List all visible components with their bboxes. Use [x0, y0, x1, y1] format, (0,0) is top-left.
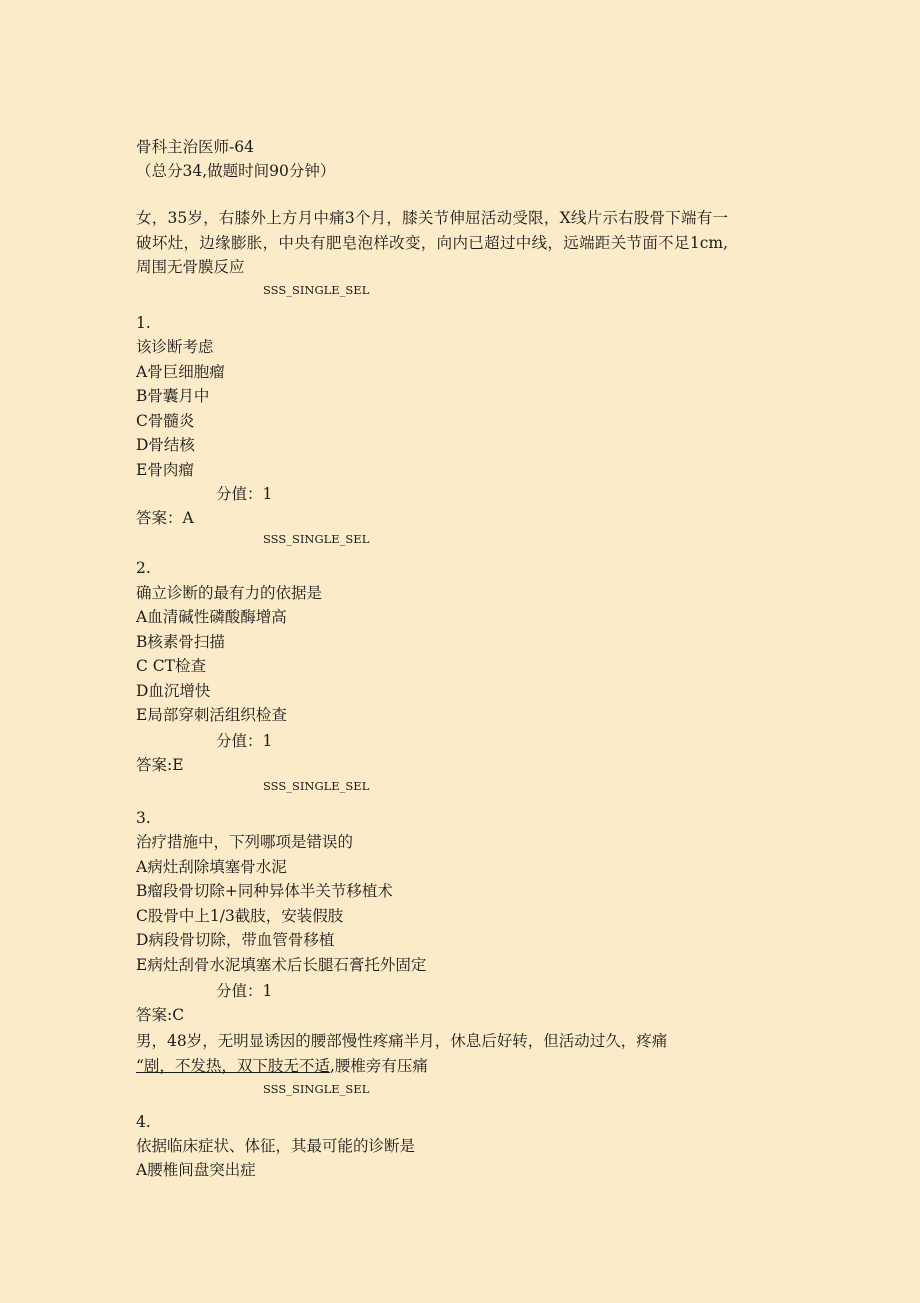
question-type-tag: SSS_SINGLE_SEL [263, 779, 370, 793]
option-d: D骨结核 [136, 436, 195, 454]
option-a: A骨巨细胞瘤 [136, 363, 225, 381]
question-type-tag: SSS_SINGLE_SEL [263, 283, 370, 297]
option-c: C股骨中上1/3截肢，安装假肢 [136, 907, 344, 925]
case-description-2: 男，48岁，无明显诱因的腰部慢性疼痛半月，休息后好转，但活动过久，疼痛 [136, 1032, 668, 1050]
answer-label: 答案:C [136, 1006, 185, 1024]
option-c: C CT检查 [136, 657, 206, 675]
option-d: D血沉增快 [136, 682, 211, 700]
score-label: 分值：1 [216, 485, 273, 503]
score-label: 分值：1 [216, 732, 273, 750]
case-text-rest: ,腰椎旁有压痛 [329, 1057, 428, 1075]
underlined-text: “剧，不发热，双下肢无不适 [136, 1057, 330, 1075]
option-e: E病灶刮骨水泥填塞术后长腿石膏托外固定 [136, 956, 427, 974]
option-b: B核素骨扫描 [136, 633, 225, 651]
question-number: 4. [136, 1113, 151, 1131]
doc-title: 骨科主治医师-64 [136, 138, 254, 156]
question-number: 1. [136, 314, 151, 332]
option-e: E局部穿刺活组织检查 [136, 706, 287, 724]
question-type-tag: SSS_SINGLE_SEL [263, 1082, 370, 1096]
case-description-2-continued [136, 1056, 428, 1076]
option-a: A腰椎间盘突出症 [136, 1161, 256, 1179]
question-number: 3. [136, 809, 151, 827]
option-b: B瘤段骨切除+同种异体半关节移植术 [136, 882, 393, 900]
option-a: A血清碱性磷酸酶增高 [136, 608, 287, 626]
option-d: D病段骨切除，带血管骨移植 [136, 931, 335, 949]
question-stem: 治疗措施中，下列哪项是错误的 [136, 833, 354, 851]
question-stem: 确立诊断的最有力的依据是 [136, 584, 323, 602]
doc-subtitle: （总分34,做题时间90分钟） [136, 162, 336, 180]
case-description-1: 女，35岁，右膝外上方月中痛3个月，膝关节伸屈活动受限，X线片示右股骨下端有一破坏灶，边缘膨胀，中央有肥皂泡样改变，向内已超过中线，远端距关节面不足1cm,周围无骨膜反应 [136, 209, 728, 276]
question-stem: 该诊断考虑 [136, 338, 214, 356]
question-number: 2. [136, 559, 151, 577]
answer-label: 答案:E [136, 756, 184, 774]
answer-label: 答案：A [136, 509, 194, 527]
option-e: E骨肉瘤 [136, 461, 194, 479]
option-c: C骨髓炎 [136, 412, 195, 430]
question-stem: 依据临床症状、体征，其最可能的诊断是 [136, 1137, 416, 1155]
question-type-tag: SSS_SINGLE_SEL [263, 532, 370, 546]
option-a: A病灶刮除填塞骨水泥 [136, 858, 287, 876]
score-label: 分值：1 [216, 982, 273, 1000]
option-b: B骨囊月中 [136, 387, 210, 405]
